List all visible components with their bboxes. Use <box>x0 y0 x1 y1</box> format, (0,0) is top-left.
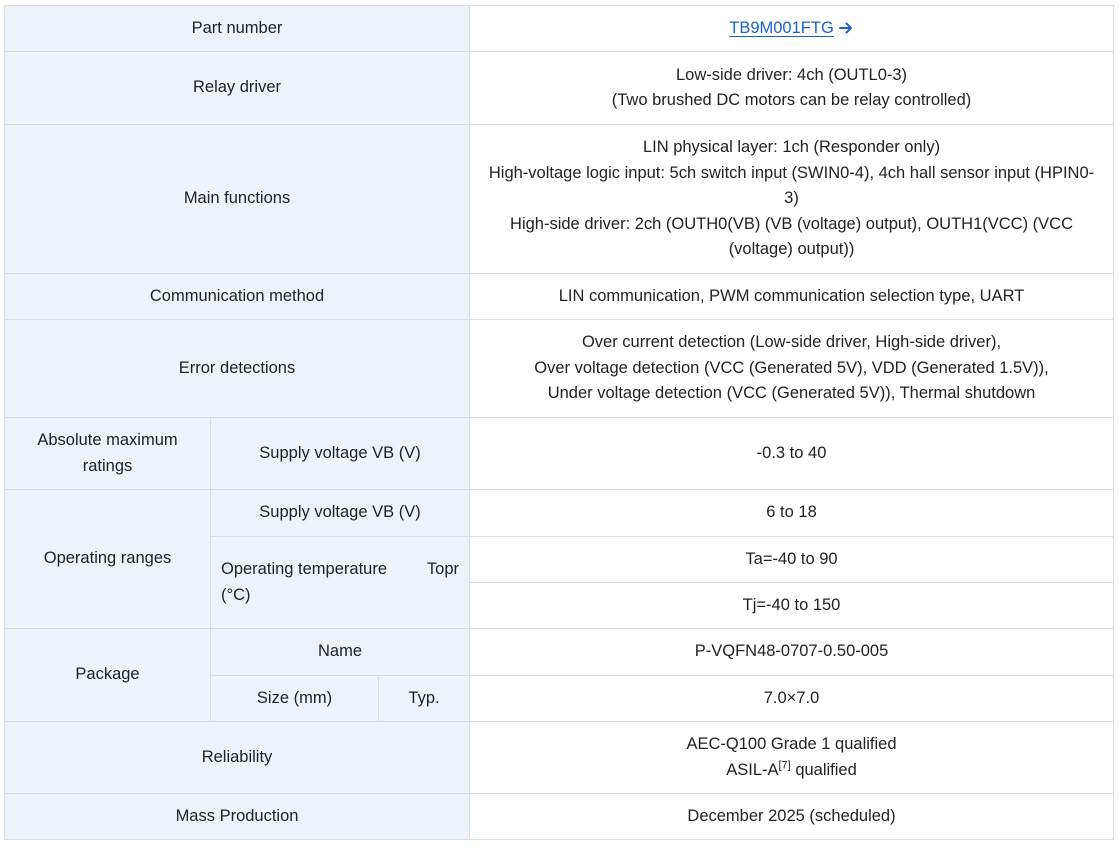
package-name-value: P-VQFN48-0707-0.50-005 <box>470 629 1114 676</box>
error-detections-value <box>470 320 1114 418</box>
relay-driver-line-1: Low-side driver: 4ch (OUTL0-3) <box>675 65 908 84</box>
operating-temperature-ta-value: Ta=-40 to 90 <box>470 537 1114 583</box>
row-absolute-maximum <box>5 418 1114 490</box>
reliability-line-2 <box>482 758 1101 784</box>
operating-temperature-tj-value: Tj=-40 to 150 <box>470 583 1114 629</box>
main-functions-value <box>470 125 1114 274</box>
row-reliability <box>5 722 1114 794</box>
reliability-qualified-text: qualified <box>790 760 857 779</box>
row-main-functions <box>5 125 1114 274</box>
relay-driver-line-2: (Two brushed DC motors can be relay controlled) <box>611 91 972 109</box>
spec-table <box>4 5 1114 840</box>
package-size-label: Size (mm) <box>211 676 379 722</box>
error-detections-line-1: Over current detection (Low-side driver, High-side driver), <box>581 333 1002 352</box>
absolute-supply-voltage-value: -0.3 to 40 <box>470 418 1114 490</box>
mass-production-label: Mass Production <box>5 794 470 840</box>
part-number-label: Part number <box>5 6 470 52</box>
operating-temperature-unit: (°C) <box>221 585 251 604</box>
main-functions-line-1: LIN physical layer: 1ch (Responder only) <box>642 138 941 157</box>
arrow-right-icon[interactable] <box>838 20 854 36</box>
operating-temperature-text: Operating temperature <box>221 560 388 578</box>
operating-ranges-label: Operating ranges <box>5 490 211 629</box>
main-functions-line-2: High-voltage logic input: 5ch switch input (SWIN0-4), 4ch hall sensor input (HPIN0-3) <box>488 163 1095 208</box>
reliability-asil-text: ASIL-A <box>726 760 779 779</box>
operating-supply-voltage-label: Supply voltage VB (V) <box>211 490 470 537</box>
error-detections-line-2: Over voltage detection (VCC (Generated 5V), VDD (Generated 1.5V)), <box>534 358 1049 377</box>
error-detections-label: Error detections <box>5 320 470 418</box>
row-operating-supply <box>5 490 1114 537</box>
row-communication <box>5 274 1114 320</box>
part-number-link[interactable]: TB9M001FTG <box>729 18 834 37</box>
communication-value: LIN communication, PWM communication selection type, UART <box>470 274 1114 320</box>
row-mass-production <box>5 794 1114 840</box>
operating-supply-voltage-value: 6 to 18 <box>470 490 1114 537</box>
absolute-supply-voltage-label: Supply voltage VB (V) <box>211 418 470 490</box>
row-error-detections <box>5 320 1114 418</box>
main-functions-label: Main functions <box>5 125 470 274</box>
relay-driver-label: Relay driver <box>5 52 470 125</box>
reliability-footnote-ref[interactable]: [7] <box>778 759 791 771</box>
package-label: Package <box>5 629 211 722</box>
communication-label: Communication method <box>5 274 470 320</box>
package-size-value: 7.0×7.0 <box>470 676 1114 722</box>
row-package-name <box>5 629 1114 676</box>
row-relay-driver <box>5 52 1114 125</box>
row-part-number <box>5 6 1114 52</box>
operating-temperature-label <box>211 537 470 629</box>
reliability-line-1: AEC-Q100 Grade 1 qualified <box>686 735 897 753</box>
operating-temperature-symbol: Topr <box>426 560 460 578</box>
reliability-label: Reliability <box>5 722 470 794</box>
absolute-maximum-label: Absolute maximum ratings <box>5 418 211 490</box>
relay-driver-value <box>470 52 1114 125</box>
package-size-typ: Typ. <box>379 676 470 722</box>
error-detections-line-3: Under voltage detection (VCC (Generated 5V)), Thermal shutdown <box>547 384 1036 403</box>
package-name-label: Name <box>211 629 470 676</box>
part-number-value <box>470 6 1114 52</box>
main-functions-line-3: High-side driver: 2ch (OUTH0(VB) (VB (voltage) output), OUTH1(VCC) (VCC (voltage) output)) <box>510 214 1073 259</box>
mass-production-value: December 2025 (scheduled) <box>470 794 1114 840</box>
reliability-value <box>470 722 1114 794</box>
